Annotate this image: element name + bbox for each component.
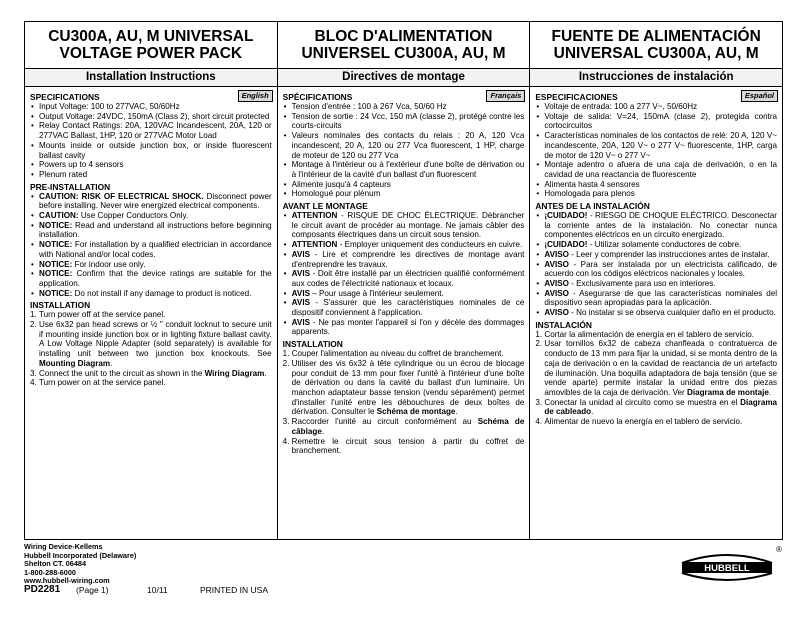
column-subtitle: Directives de montage [278, 69, 530, 87]
spec-item: • Tension d'entrée : 100 à 267 Vca, 50/60 Hz [283, 102, 525, 112]
step-punct: . [591, 407, 594, 417]
spec-item: • Tension de sortie : 24 Vcc, 150 mA (classe 2), protégé contre les courts-circuits [283, 112, 525, 131]
warning-text: Read and understand all instructions before beginning installation. [39, 220, 272, 240]
step-text: Couper l'alimentation au niveau du coffret de branchement. [291, 349, 504, 359]
spec-item: • Alimenta hasta 4 sensores [535, 180, 777, 190]
registered-mark: ® [776, 545, 782, 554]
warning-label: ATTENTION [291, 240, 338, 250]
step-text: Conectar la unidad al circuito como se muestra en el [544, 397, 741, 407]
installation-step [30, 320, 272, 369]
spec-item: • Voltaje de entrada: 100 a 277 V~, 50/60Hz [535, 102, 777, 112]
step-reference: Diagrama de cableado [544, 397, 778, 417]
warning-label: NOTICE: [39, 220, 73, 230]
pre-install-item [283, 211, 525, 240]
pre-install-item [30, 260, 272, 270]
warning-text: - No instalar si se observa cualquier daño en el producto. [568, 308, 776, 318]
pre-install-heading: ANTES DE LA INSTALACIÓN [535, 201, 650, 212]
doc-number: PD2281 [24, 584, 61, 595]
pre-install-item [30, 221, 272, 240]
step-text: Connect the unit to the circuit as shown in the [39, 368, 205, 378]
warning-text: For indoor use only. [72, 259, 146, 269]
pre-install-item [283, 318, 525, 337]
pre-install-item [535, 289, 777, 308]
step-reference: Wiring Diagram [204, 368, 265, 378]
warning-text: Use Copper Conductors Only. [78, 211, 189, 221]
column-subtitle: Instrucciones de instalación [530, 69, 782, 87]
pre-install-item [30, 240, 272, 259]
installation-steps [30, 310, 272, 388]
warning-label: AVISO [544, 249, 569, 259]
spec-item: • Output Voltage: 24VDC, 150mA (Class 2), short circuit protected [30, 112, 272, 122]
spec-item: • Mounts inside or outside junction box, or inside fluorescent ballast cavity [30, 141, 272, 160]
title-line: BLOC D'ALIMENTATION [314, 28, 493, 45]
installation-step [535, 398, 777, 417]
specs-list [535, 102, 777, 199]
warning-text: - Asegurarse de que las características nominales del dispositivo sean apropiadas para la aplicación. [544, 288, 778, 308]
column-title [530, 22, 782, 69]
title-line: VOLTAGE POWER PACK [59, 45, 243, 62]
installation-step [535, 339, 777, 397]
installation-heading: INSTALACIÓN [535, 319, 592, 330]
step-text: Alimentar de nuevo la energía en el tablero de servicio. [544, 417, 743, 427]
column-english [25, 22, 278, 539]
step-text: Use 6x32 pan head screws or ½ " conduit locknut to secure unit if mounting inside junction box or in lighting fixture ballast cavity. A Low Voltage Nipple Adapter (sold separately) is available for installing unit between two junction box knockouts. See [39, 320, 272, 359]
warning-text: - Employer uniquement des conducteurs en cuivre. [337, 240, 523, 250]
company-address [24, 543, 136, 586]
step-punct: . [455, 407, 458, 417]
specs-heading: SPÉCIFICATIONS [282, 92, 353, 102]
pre-install-heading: AVANT LE MONTAGE [282, 201, 368, 212]
column-body [278, 87, 530, 539]
title-line: UNIVERSAL CU300A, AU, M [553, 45, 759, 62]
column-title [278, 22, 530, 69]
pre-install-list [283, 211, 525, 337]
installation-step [30, 310, 272, 320]
installation-steps [535, 330, 777, 427]
warning-text: - S'assurer que les caractéristiques nominales de ce dispositif conviennent à l'application. [291, 298, 525, 318]
warning-label: CAUTION: RISK OF ELECTRICAL SHOCK. [39, 191, 204, 201]
warning-text: - Para ser instalada por un electricista calificado, de acuerdo con los códigos eléctricos nacionales y locales. [544, 259, 778, 279]
warning-label: AVIS [291, 298, 310, 308]
column-body [25, 87, 277, 539]
warning-label: ATTENTION [291, 211, 338, 221]
warning-label: ¡CUIDADO! [544, 211, 588, 221]
step-punct: . [321, 426, 325, 436]
language-tab: English [238, 90, 273, 102]
installation-step [283, 417, 525, 436]
installation-step [283, 437, 525, 456]
spec-item: • Voltaje de salida: V=24, 150mA (clase 2), protegida contra cortocircuitos [535, 112, 777, 131]
website-link[interactable]: www.hubbell-wiring.com [24, 576, 110, 586]
pre-install-item [535, 240, 777, 250]
installation-heading: INSTALLATION [282, 339, 343, 350]
warning-label: AVIS [291, 288, 310, 298]
spec-item: • Plenum rated [30, 170, 272, 180]
warning-label: NOTICE: [39, 240, 73, 250]
spec-item: • Powers up to 4 sensors [30, 160, 272, 170]
pre-install-item [30, 192, 272, 211]
warning-text: - RIESGO DE CHOQUE ELÉCTRICO. Desconectar la corriente antes de la instalación. No conectar nunca componentes eléctricos en un circuito energizado. [544, 211, 778, 240]
pre-install-item [30, 211, 272, 221]
step-reference: Schéma de montage [376, 407, 456, 417]
logo-text: HUBBELL [704, 563, 750, 574]
column-spanish [530, 22, 782, 539]
pre-install-item [535, 250, 777, 260]
installation-step [535, 417, 777, 427]
installation-step [535, 330, 777, 340]
warning-label: NOTICE: [39, 259, 73, 269]
address-line: Shelton CT. 06484 [24, 559, 87, 569]
spec-item: • Características nominales de los contactos de relé: 20 A, 120 V~ incandescente, 20A, 120 V~ o 277 V~ fluorescente, 1HP, carga de motor de 120 V~ o 277 V~ [535, 131, 777, 160]
column-body [530, 87, 782, 539]
spec-item: • Relay Contact Ratings: 20A, 120VAC Incandescent, 20A, 120 or 277VAC Ballast, 1HP, 120 or 277VAC Motor Load [30, 121, 272, 140]
warning-label: AVISO [544, 308, 569, 318]
step-text: Turn power on at the service panel. [39, 378, 166, 388]
installation-heading: INSTALLATION [30, 300, 91, 311]
doc-date: 10/11 [147, 585, 168, 595]
specs-heading: ESPECIFICACIONES [535, 92, 618, 102]
warning-text: Do not install if any damage to product is noticed. [72, 288, 252, 298]
spec-item: • Input Voltage: 100 to 277VAC, 50/60Hz [30, 102, 272, 112]
installation-step [283, 359, 525, 417]
pre-install-list [535, 211, 777, 318]
step-punct: . [768, 387, 772, 397]
spec-item: • Alimente jusqu'à 4 capteurs [283, 180, 525, 190]
step-text: Usar tornillos 6x32 de cabeza chanfleada o contratuerca de conducto de 13 mm para fijar la unidad, si se monta dentro de la caja de derivación o en la cavidad de reactancia de un artefacto de iluminación. Una boquilla adaptadora de baja tensión (que se vende aparte) permite instalar la unidad entre dos piezas amovibles de la caja de derivación. Ver [544, 339, 778, 397]
installation-step [283, 349, 525, 359]
pre-install-item [283, 289, 525, 299]
column-french [278, 22, 531, 539]
warning-text: - RISQUE DE CHOC ÉLECTRIQUE. Débrancher le circuit avant de procéder au montage. Ne jamais câbler des composants électriques dans un circuit sous tension. [291, 211, 525, 240]
pre-install-item [30, 269, 272, 288]
step-text: Remettre le circuit sous tension à partir du coffret de branchement. [291, 436, 525, 456]
warning-label: AVIS [291, 269, 310, 279]
pre-install-heading: PRE-INSTALLATION [30, 181, 111, 192]
pre-install-item [535, 260, 777, 279]
hubbell-logo [680, 549, 774, 583]
warning-label: CAUTION: [39, 211, 79, 221]
address-line: Hubbell Incorporated (Delaware) [24, 550, 137, 560]
warning-text: - Doit être installé par un électricien qualifié conformément aux codes de l'électricité nationaux et locaux. [291, 269, 525, 288]
warning-label: NOTICE: [39, 288, 73, 298]
warning-label: NOTICE: [39, 269, 73, 279]
instruction-sheet [24, 21, 783, 540]
warning-text: Confirm that the device ratings are suitable for the application. [39, 269, 272, 288]
warning-text: - Lire et comprendre les directives de montage avant d'entreprendre les travaux. [291, 249, 525, 269]
step-reference: Schéma de câblage [291, 417, 525, 436]
warning-text: For installation by a qualified electrician in accordance with National and/or local codes. [39, 240, 272, 259]
installation-steps [283, 349, 525, 456]
step-text: Cortar la alimentación de energía en el tablero de servicio. [544, 329, 754, 339]
pre-install-item [283, 269, 525, 288]
step-text: Turn power off at the service panel. [39, 310, 166, 320]
step-reference: Mounting Diagram [39, 358, 111, 368]
printed-in: PRINTED IN USA [200, 585, 269, 595]
pre-install-item [283, 250, 525, 269]
warning-text: - Leer y comprender las instrucciones antes de instalar. [568, 249, 770, 259]
pre-install-item [535, 211, 777, 240]
pre-install-item [283, 240, 525, 250]
pre-install-item [535, 308, 777, 318]
pre-install-item [283, 298, 525, 317]
title-line: CU300A, AU, M UNIVERSAL [48, 28, 254, 45]
spec-item: • Montage à l'intérieur ou à l'extérieur d'une boîte de dérivation ou à l'intérieur de la cavité d'un ballast d'un fluorescent [283, 160, 525, 179]
warning-label: AVISO [544, 259, 569, 269]
column-title [25, 22, 277, 69]
spec-item: • Homologada para plenos [535, 189, 777, 199]
warning-text: – Pour usage à l'intérieur seulement. [309, 288, 444, 298]
warning-text: - Ne pas monter l'appareil si l'on y décèle des dommages apparents. [291, 317, 525, 337]
address-line: Wiring Device-Kellems [24, 542, 103, 551]
phone-number: 1-800-288-6000 [24, 567, 76, 577]
pre-install-item [535, 279, 777, 289]
step-text: Raccorder l'unité au circuit conformément au [291, 417, 478, 427]
spec-item: • Homologué pour plénum [283, 189, 525, 199]
installation-step [30, 378, 272, 388]
warning-label: AVISO [544, 288, 569, 298]
specs-list [30, 102, 272, 180]
column-subtitle: Installation Instructions [25, 69, 277, 87]
warning-label: AVIS [291, 249, 310, 259]
step-text: Utiliser des vis 6x32 à tête cylindrique ou un écrou de blocage pour conduit de 13 mm pour fixer l'unité à l'intérieur d'une boîte de dérivation ou dans la cavité du ballast d'un luminaire. Un manchon adaptateur basse tension (vendu séparément) permet d'installer l'unité entre les débouchures de deux boîtes de dérivation. Consulter le [291, 358, 525, 417]
warning-label: AVISO [544, 278, 569, 288]
title-line: FUENTE DE ALIMENTACIÓN [551, 28, 761, 45]
spec-item: • Montaje adentro o afuera de una caja de derivación, o en la cavidad de una reactancia de fluorescente [535, 160, 777, 179]
step-punct: . [264, 368, 267, 378]
warning-text: - Exclusivamente para uso en interiores. [568, 278, 716, 288]
installation-step [30, 369, 272, 379]
warning-text: - Utilizar solamente conductores de cobre. [587, 240, 742, 250]
warning-label: AVIS [291, 317, 310, 327]
warning-label: ¡CUIDADO! [544, 240, 588, 250]
language-tab: Français [486, 90, 525, 102]
language-tab: Español [741, 90, 778, 102]
spec-item: • Valeurs nominales des contacts du relais : 20 A, 120 Vca incandescent, 20 A, 120 ou 277 Vca fluorescent, 1 HP, charge de moteur de 120 ou 277 Vca [283, 131, 525, 160]
title-line: UNIVERSEL CU300A, AU, M [301, 45, 506, 62]
step-punct: . [110, 358, 113, 368]
pre-install-list [30, 192, 272, 299]
warning-text: Disconnect power before installing. Never wire energized electrical components. [39, 191, 272, 211]
specs-heading: SPECIFICATIONS [30, 92, 100, 102]
step-reference: Diagrama de montaje [686, 387, 769, 397]
specs-list [283, 102, 525, 199]
page-number: (Page 1) [76, 585, 109, 595]
pre-install-item [30, 289, 272, 299]
